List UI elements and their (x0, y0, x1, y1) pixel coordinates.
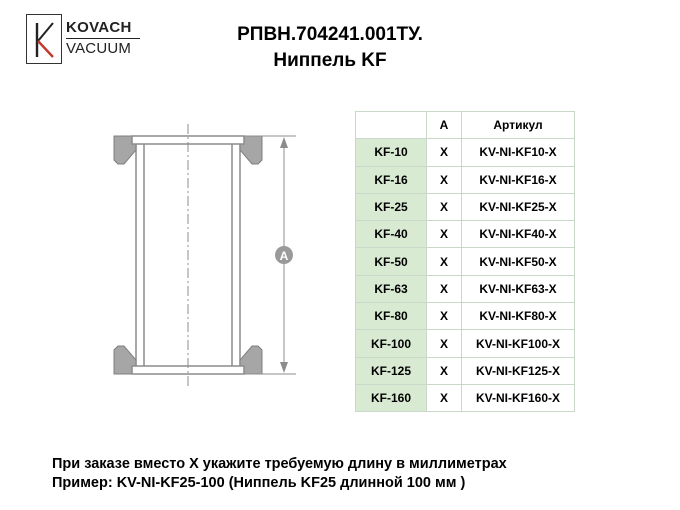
cell-size: KF-80 (356, 303, 427, 330)
cell-a: X (427, 384, 462, 411)
cell-article: KV-NI-KF16-X (462, 166, 575, 193)
cell-a: X (427, 303, 462, 330)
cell-article: KV-NI-KF63-X (462, 275, 575, 302)
table-row (356, 275, 575, 302)
table-row (356, 384, 575, 411)
cell-article: KV-NI-KF50-X (462, 248, 575, 275)
order-note (52, 455, 507, 493)
table-row (356, 139, 575, 166)
title-name: Ниппель KF (273, 50, 387, 71)
table-row (356, 166, 575, 193)
table-row (356, 248, 575, 275)
table-row (356, 303, 575, 330)
cell-size: KF-50 (356, 248, 427, 275)
note-line1: При заказе вместо Х укажите требуемую длину в миллиметрах (52, 456, 507, 472)
company-logo (26, 14, 138, 66)
cell-size: KF-160 (356, 384, 427, 411)
title-code: РПВН.704241.001ТУ. (237, 24, 423, 45)
cell-a: X (427, 221, 462, 248)
cell-size: KF-63 (356, 275, 427, 302)
cell-article: KV-NI-KF10-X (462, 139, 575, 166)
arrow-down-icon (280, 362, 288, 373)
spec-table (355, 111, 575, 412)
document-title (190, 22, 470, 74)
header-article: Артикул (462, 112, 575, 139)
table-row (356, 221, 575, 248)
header-a: A (427, 112, 462, 139)
dimension-label: A (279, 249, 289, 263)
cell-a: X (427, 248, 462, 275)
logo-text-line2: VACUUM (66, 40, 132, 57)
tube-wall-left (136, 142, 144, 368)
cell-article: KV-NI-KF40-X (462, 221, 575, 248)
table-header-row (356, 112, 575, 139)
cell-a: X (427, 193, 462, 220)
cell-a: X (427, 330, 462, 357)
cell-size: KF-100 (356, 330, 427, 357)
cell-size: KF-125 (356, 357, 427, 384)
cell-size: KF-16 (356, 166, 427, 193)
table-row (356, 193, 575, 220)
logo-divider (66, 38, 140, 39)
header-size (356, 112, 427, 139)
table-row (356, 330, 575, 357)
note-line2: Пример: KV-NI-KF25-100 (Ниппель KF25 длинной 100 мм ) (52, 475, 466, 491)
cell-size: KF-25 (356, 193, 427, 220)
tube-wall-right (232, 142, 240, 368)
logo-text-line1: KOVACH (66, 19, 132, 36)
cell-article: KV-NI-KF160-X (462, 384, 575, 411)
cell-a: X (427, 357, 462, 384)
logo-k-icon (34, 21, 56, 59)
cell-a: X (427, 166, 462, 193)
nipple-drawing (110, 120, 310, 390)
cell-article: KV-NI-KF125-X (462, 357, 575, 384)
cell-a: X (427, 275, 462, 302)
cell-article: KV-NI-KF25-X (462, 193, 575, 220)
cell-article: KV-NI-KF100-X (462, 330, 575, 357)
cell-size: KF-40 (356, 221, 427, 248)
cell-size: KF-10 (356, 139, 427, 166)
logo-mark (26, 14, 62, 64)
table-row (356, 357, 575, 384)
cell-a: X (427, 139, 462, 166)
cell-article: KV-NI-KF80-X (462, 303, 575, 330)
arrow-up-icon (280, 137, 288, 148)
